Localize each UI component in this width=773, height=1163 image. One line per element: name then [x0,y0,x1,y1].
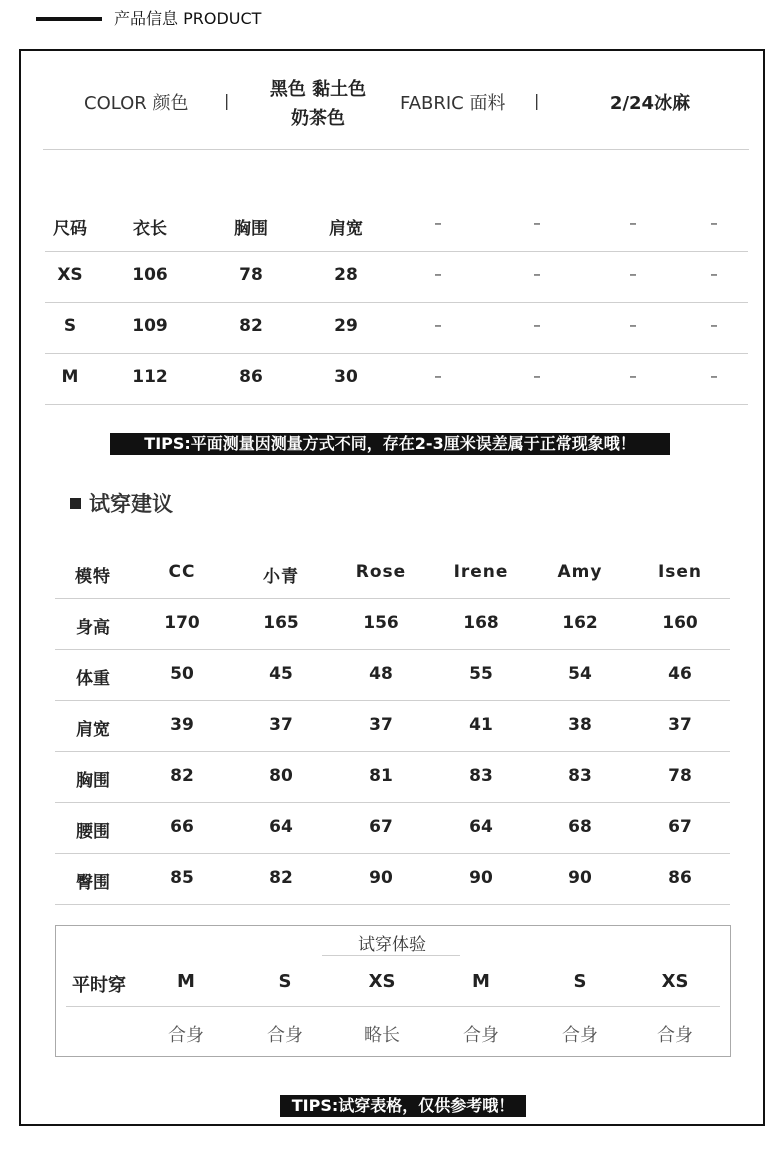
divider [45,404,748,405]
divider [55,802,730,803]
size-table-header-cell: 尺码 [53,219,87,239]
header-bar [36,17,102,21]
size-table-cell: 78 [239,265,263,285]
model-table-cell: 64 [269,817,293,837]
square-bullet-icon [70,498,81,509]
model-table-cell: 臀围 [76,873,110,893]
fabric-label: FABRIC 面料 [400,93,506,114]
size-table-cell: – [629,367,637,385]
fit-section-title [70,488,173,518]
model-table-cell: 78 [668,766,692,786]
experience-row-label: 平时穿 [72,975,126,996]
model-table-header-cell: Rose [355,562,407,582]
model-table-cell: 50 [170,664,194,684]
size-table-cell: XS [57,265,83,285]
size-table-header-cell: – [629,214,637,232]
model-table-cell: 48 [369,664,393,684]
experience-fit: 合身 [267,1025,303,1046]
model-table-cell: 38 [568,715,592,735]
model-table-cell: 37 [269,715,293,735]
divider [66,1006,720,1007]
model-table-cell: 身高 [76,618,110,638]
model-table-cell: 胸围 [76,771,110,791]
model-table-cell: 37 [369,715,393,735]
experience-title: 试穿体验 [358,935,426,955]
size-table-header-cell: – [434,214,442,232]
divider [55,700,730,701]
model-table-cell: 82 [170,766,194,786]
experience-size: S [278,971,292,992]
size-table-cell: – [710,367,718,385]
model-table-cell: 64 [469,817,493,837]
experience-size: XS [661,971,689,992]
model-table-header-cell: Isen [657,562,703,582]
divider [45,251,748,252]
model-table-header-cell: CC [168,562,196,582]
model-table-cell: 46 [668,664,692,684]
size-table-cell: – [434,367,442,385]
model-table-cell: 体重 [76,669,110,689]
model-table-cell: 83 [568,766,592,786]
model-table-cell: 80 [269,766,293,786]
size-table-cell: 112 [132,367,168,387]
experience-fit: 合身 [562,1025,598,1046]
size-table-cell: 86 [239,367,263,387]
experience-size: M [472,971,490,992]
model-table-cell: 54 [568,664,592,684]
model-table-cell: 82 [269,868,293,888]
fabric-value: 2/24冰麻 [609,93,691,114]
size-table-header-cell: 胸围 [234,219,268,239]
model-table-cell: 81 [369,766,393,786]
size-table-cell: 28 [334,265,358,285]
divider [55,751,730,752]
size-table-header-cell: – [710,214,718,232]
size-table-cell: – [629,316,637,334]
tips-banner: TIPS:平面测量因测量方式不同，存在2-3厘米误差属于正常现象哦！ [110,433,670,455]
experience-fit: 合身 [657,1025,693,1046]
size-table-cell: – [533,265,541,283]
size-table-cell: – [629,265,637,283]
experience-size: S [573,971,587,992]
color-value-line1: 黑色 黏土色 [269,79,367,100]
divider [55,853,730,854]
separator: | [224,91,230,110]
experience-size: XS [368,971,396,992]
experience-fit: 合身 [463,1025,499,1046]
model-table-cell: 90 [469,868,493,888]
model-table-cell: 45 [269,664,293,684]
size-table-cell: – [434,316,442,334]
size-table-cell: 29 [334,316,358,336]
model-table-cell: 39 [170,715,194,735]
model-table-header-cell: 小青 [263,567,299,587]
model-table-cell: 67 [668,817,692,837]
size-table-header-cell: 肩宽 [329,219,363,239]
model-table-cell: 41 [469,715,493,735]
color-label: COLOR 颜色 [84,93,189,114]
model-table-cell: 67 [369,817,393,837]
separator: | [534,91,540,110]
fit-section-label: 试穿建议 [89,492,173,516]
size-table-header-cell: – [533,214,541,232]
size-table-cell: 106 [132,265,168,285]
tips-banner: TIPS:试穿表格，仅供参考哦！ [280,1095,526,1117]
divider [55,649,730,650]
model-table-cell: 68 [568,817,592,837]
model-table-cell: 168 [463,613,499,633]
color-value-line2: 奶茶色 [291,108,345,129]
model-table-cell: 55 [469,664,493,684]
divider [55,904,730,905]
model-table-cell: 170 [164,613,200,633]
header-title: 产品信息 PRODUCT [114,9,262,28]
model-table-cell: 腰围 [76,822,110,842]
size-table-cell: 109 [132,316,168,336]
model-table-cell: 160 [662,613,698,633]
size-table-cell: M [61,367,79,387]
model-table-header-cell: 模特 [75,567,111,587]
divider [55,598,730,599]
size-table-cell: S [63,316,77,336]
model-table-cell: 162 [562,613,598,633]
model-table-cell: 37 [668,715,692,735]
divider [43,149,749,150]
size-table-cell: – [710,316,718,334]
model-table-cell: 86 [668,868,692,888]
model-table-cell: 165 [263,613,299,633]
size-table-cell: – [710,265,718,283]
model-table-cell: 66 [170,817,194,837]
model-table-cell: 肩宽 [76,720,110,740]
size-table-header-cell: 衣长 [133,219,167,239]
model-table-cell: 156 [363,613,399,633]
model-table-cell: 90 [568,868,592,888]
model-table-cell: 85 [170,868,194,888]
size-table-cell: – [434,265,442,283]
size-table-cell: 82 [239,316,263,336]
size-table-cell: – [533,367,541,385]
size-table-cell: – [533,316,541,334]
model-table-header-cell: Amy [557,562,603,582]
model-table-cell: 90 [369,868,393,888]
experience-size: M [177,971,195,992]
experience-fit: 略长 [364,1025,400,1046]
divider [45,302,748,303]
experience-fit: 合身 [168,1025,204,1046]
size-table-cell: 30 [334,367,358,387]
model-table-header-cell: Irene [453,562,509,582]
divider [45,353,748,354]
model-table-cell: 83 [469,766,493,786]
divider [322,955,460,956]
